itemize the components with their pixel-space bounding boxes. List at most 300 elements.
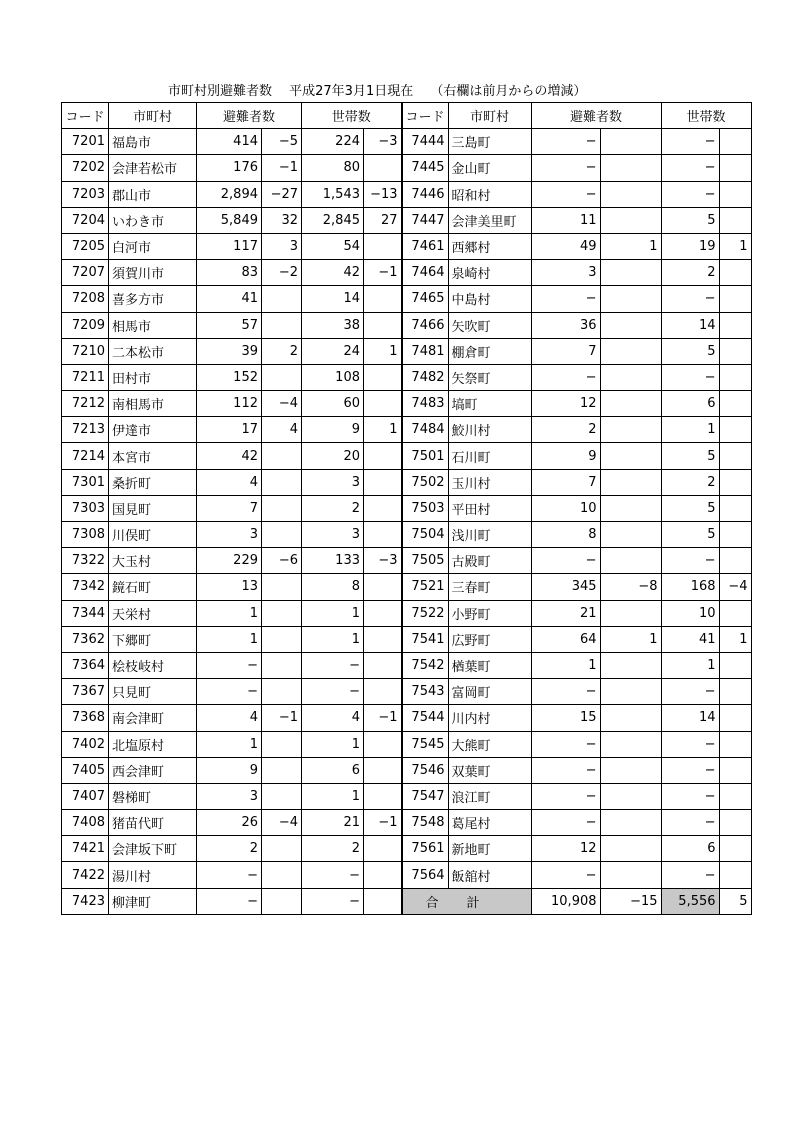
- cell-households-diff: [364, 391, 402, 417]
- cell-evacuees: −: [197, 652, 262, 678]
- cell-evacuees-diff: [600, 129, 661, 155]
- cell-households-diff: 1: [719, 626, 751, 652]
- cell-households: 224: [302, 129, 364, 155]
- cell-households-diff: [719, 155, 751, 181]
- table-row: [62, 155, 752, 181]
- cell-code: 7466: [402, 312, 449, 338]
- cell-households: 20: [302, 443, 364, 469]
- table-row: [62, 129, 752, 155]
- cell-households-diff: [719, 862, 751, 888]
- cell-evacuees-diff: [262, 783, 302, 809]
- cell-code: 7201: [62, 129, 109, 155]
- cell-evacuees-diff: [600, 338, 661, 364]
- cell-code: 7203: [62, 181, 109, 207]
- cell-code: 7561: [402, 836, 449, 862]
- cell-evacuees: 2: [531, 417, 600, 443]
- table-row: [62, 862, 752, 888]
- cell-code: 7541: [402, 626, 449, 652]
- cell-name: 鏡石町: [109, 574, 197, 600]
- cell-name: 国見町: [109, 495, 197, 521]
- cell-households: 2: [661, 469, 719, 495]
- cell-name: 福島市: [109, 129, 197, 155]
- cell-households-diff: [719, 181, 751, 207]
- cell-evacuees: −: [531, 129, 600, 155]
- cell-households: 1: [302, 783, 364, 809]
- cell-households-diff: [719, 705, 751, 731]
- cell-households: 168: [661, 574, 719, 600]
- total-evacuees-diff: −15: [600, 888, 661, 914]
- cell-households: 1: [302, 600, 364, 626]
- cell-name: 須賀川市: [109, 260, 197, 286]
- cell-households-diff: [364, 574, 402, 600]
- cell-code: 7544: [402, 705, 449, 731]
- cell-code: 7204: [62, 207, 109, 233]
- table-row: [62, 469, 752, 495]
- cell-code: 7205: [62, 233, 109, 259]
- cell-households: 2,845: [302, 207, 364, 233]
- cell-households: 42: [302, 260, 364, 286]
- header-evacuees-left: 避難者数: [197, 103, 302, 129]
- cell-evacuees: 2,894: [197, 181, 262, 207]
- cell-households: 1: [661, 417, 719, 443]
- cell-evacuees-diff: −5: [262, 129, 302, 155]
- cell-evacuees: 41: [197, 286, 262, 312]
- cell-evacuees-diff: [600, 783, 661, 809]
- cell-code: 7213: [62, 417, 109, 443]
- cell-households-diff: −13: [364, 181, 402, 207]
- header-row: [62, 103, 752, 129]
- cell-households: −: [302, 679, 364, 705]
- cell-name: 本宮市: [109, 443, 197, 469]
- cell-name: 南会津町: [109, 705, 197, 731]
- cell-evacuees: 11: [531, 207, 600, 233]
- cell-households-diff: [364, 783, 402, 809]
- cell-households-diff: [719, 810, 751, 836]
- cell-name: 白河市: [109, 233, 197, 259]
- cell-households: 6: [661, 836, 719, 862]
- cell-code: 7402: [62, 731, 109, 757]
- cell-evacuees: 15: [531, 705, 600, 731]
- cell-name: 磐梯町: [109, 783, 197, 809]
- cell-evacuees: 7: [531, 469, 600, 495]
- table-row: [62, 757, 752, 783]
- cell-evacuees: 64: [531, 626, 600, 652]
- cell-households-diff: −3: [364, 548, 402, 574]
- cell-households: 24: [302, 338, 364, 364]
- table-row: [62, 443, 752, 469]
- cell-households: 2: [302, 495, 364, 521]
- cell-name: 矢吹町: [448, 312, 531, 338]
- cell-name: 新地町: [448, 836, 531, 862]
- cell-evacuees: 49: [531, 233, 600, 259]
- cell-evacuees-diff: −1: [262, 705, 302, 731]
- cell-households-diff: [364, 286, 402, 312]
- cell-code: 7545: [402, 731, 449, 757]
- cell-households-diff: −4: [719, 574, 751, 600]
- table-row: [62, 364, 752, 390]
- cell-evacuees: 17: [197, 417, 262, 443]
- cell-households-diff: 1: [364, 338, 402, 364]
- cell-code: 7368: [62, 705, 109, 731]
- cell-evacuees: −: [531, 731, 600, 757]
- cell-households: 60: [302, 391, 364, 417]
- cell-households: −: [661, 731, 719, 757]
- table-row: [62, 312, 752, 338]
- cell-name: 大熊町: [448, 731, 531, 757]
- cell-evacuees: −: [531, 810, 600, 836]
- cell-code: 7210: [62, 338, 109, 364]
- cell-name: 北塩原村: [109, 731, 197, 757]
- cell-evacuees: 1: [197, 731, 262, 757]
- cell-evacuees-diff: [600, 443, 661, 469]
- cell-code: 7564: [402, 862, 449, 888]
- table-row: [62, 338, 752, 364]
- cell-evacuees: 2: [197, 836, 262, 862]
- cell-evacuees-diff: [262, 679, 302, 705]
- cell-name: 玉川村: [448, 469, 531, 495]
- cell-code: 7447: [402, 207, 449, 233]
- cell-evacuees-diff: [262, 757, 302, 783]
- cell-households-diff: [364, 233, 402, 259]
- cell-code: 7465: [402, 286, 449, 312]
- cell-name: 富岡町: [448, 679, 531, 705]
- cell-code: 7522: [402, 600, 449, 626]
- table-row: [62, 574, 752, 600]
- table-row: [62, 495, 752, 521]
- cell-households-diff: [364, 155, 402, 181]
- cell-name: 鮫川村: [448, 417, 531, 443]
- cell-code: 7207: [62, 260, 109, 286]
- table-row: [62, 207, 752, 233]
- cell-code: 7367: [62, 679, 109, 705]
- cell-name: 飯舘村: [448, 862, 531, 888]
- cell-code: 7505: [402, 548, 449, 574]
- cell-households-diff: [719, 522, 751, 548]
- cell-households: −: [661, 129, 719, 155]
- cell-households-diff: [364, 443, 402, 469]
- cell-households-diff: [719, 417, 751, 443]
- cell-evacuees-diff: [600, 364, 661, 390]
- cell-name: 川内村: [448, 705, 531, 731]
- cell-evacuees-diff: [600, 286, 661, 312]
- cell-households-diff: [364, 757, 402, 783]
- cell-name: 小野町: [448, 600, 531, 626]
- cell-code: 7446: [402, 181, 449, 207]
- table-row: [62, 600, 752, 626]
- table-row: [62, 679, 752, 705]
- cell-households-diff: [364, 469, 402, 495]
- cell-evacuees-diff: [600, 731, 661, 757]
- cell-evacuees-diff: [600, 207, 661, 233]
- cell-households-diff: [719, 652, 751, 678]
- cell-evacuees: 117: [197, 233, 262, 259]
- cell-households: 14: [661, 705, 719, 731]
- cell-evacuees-diff: [262, 888, 302, 914]
- evacuee-table: [61, 102, 752, 915]
- cell-code: 7422: [62, 862, 109, 888]
- cell-evacuees: 83: [197, 260, 262, 286]
- cell-households-diff: [719, 364, 751, 390]
- cell-evacuees-diff: −8: [600, 574, 661, 600]
- cell-name: 泉崎村: [448, 260, 531, 286]
- cell-evacuees-diff: 2: [262, 338, 302, 364]
- cell-households: 133: [302, 548, 364, 574]
- cell-code: 7503: [402, 495, 449, 521]
- cell-name: いわき市: [109, 207, 197, 233]
- cell-evacuees: 36: [531, 312, 600, 338]
- cell-code: 7543: [402, 679, 449, 705]
- cell-households: 10: [661, 600, 719, 626]
- cell-households-diff: [364, 312, 402, 338]
- cell-households: −: [661, 286, 719, 312]
- cell-evacuees: −: [531, 286, 600, 312]
- cell-evacuees: 4: [197, 705, 262, 731]
- cell-name: 湯川村: [109, 862, 197, 888]
- cell-evacuees-diff: [262, 574, 302, 600]
- cell-name: 矢祭町: [448, 364, 531, 390]
- cell-name: 塙町: [448, 391, 531, 417]
- cell-evacuees: −: [531, 155, 600, 181]
- cell-households: −: [661, 862, 719, 888]
- cell-households: −: [661, 783, 719, 809]
- cell-households-diff: [364, 888, 402, 914]
- cell-code: 7342: [62, 574, 109, 600]
- cell-code: 7423: [62, 888, 109, 914]
- cell-name: 二本松市: [109, 338, 197, 364]
- cell-households-diff: [364, 600, 402, 626]
- cell-evacuees: 176: [197, 155, 262, 181]
- cell-code: 7482: [402, 364, 449, 390]
- cell-households-diff: [719, 836, 751, 862]
- header-households-left: 世帯数: [302, 103, 402, 129]
- cell-households: 4: [302, 705, 364, 731]
- cell-name: 楢葉町: [448, 652, 531, 678]
- cell-name: 天栄村: [109, 600, 197, 626]
- cell-evacuees: −: [531, 757, 600, 783]
- cell-evacuees: 26: [197, 810, 262, 836]
- cell-evacuees: 112: [197, 391, 262, 417]
- cell-evacuees-diff: [600, 757, 661, 783]
- cell-code: 7521: [402, 574, 449, 600]
- cell-households-diff: [719, 391, 751, 417]
- cell-evacuees-diff: [262, 312, 302, 338]
- cell-evacuees: 5,849: [197, 207, 262, 233]
- cell-households: 14: [661, 312, 719, 338]
- total-evacuees: 10,908: [531, 888, 600, 914]
- total-households: 5,556: [661, 888, 719, 914]
- table-row: [62, 626, 752, 652]
- cell-evacuees: 9: [531, 443, 600, 469]
- cell-evacuees-diff: 4: [262, 417, 302, 443]
- cell-code: 7362: [62, 626, 109, 652]
- cell-name: 西郷村: [448, 233, 531, 259]
- cell-households-diff: [719, 679, 751, 705]
- cell-code: 7209: [62, 312, 109, 338]
- cell-households-diff: [719, 757, 751, 783]
- cell-evacuees: 3: [197, 522, 262, 548]
- cell-code: 7481: [402, 338, 449, 364]
- cell-households-diff: −1: [364, 810, 402, 836]
- cell-evacuees-diff: [262, 862, 302, 888]
- cell-code: 7208: [62, 286, 109, 312]
- cell-code: 7211: [62, 364, 109, 390]
- cell-households-diff: −1: [364, 705, 402, 731]
- cell-evacuees: 21: [531, 600, 600, 626]
- cell-evacuees-diff: [600, 312, 661, 338]
- cell-evacuees-diff: [262, 626, 302, 652]
- cell-code: 7548: [402, 810, 449, 836]
- table-row: [62, 417, 752, 443]
- cell-name: 平田村: [448, 495, 531, 521]
- cell-evacuees-diff: 1: [600, 626, 661, 652]
- cell-households-diff: [719, 286, 751, 312]
- cell-households: 19: [661, 233, 719, 259]
- cell-evacuees-diff: 3: [262, 233, 302, 259]
- cell-code: 7214: [62, 443, 109, 469]
- cell-code: 7407: [62, 783, 109, 809]
- cell-households: 8: [302, 574, 364, 600]
- cell-evacuees-diff: [600, 705, 661, 731]
- cell-name: 喜多方市: [109, 286, 197, 312]
- cell-households: 80: [302, 155, 364, 181]
- cell-households-diff: 27: [364, 207, 402, 233]
- cell-households-diff: [364, 731, 402, 757]
- cell-code: 7483: [402, 391, 449, 417]
- cell-households: −: [302, 862, 364, 888]
- table-row: [62, 391, 752, 417]
- cell-evacuees-diff: [262, 443, 302, 469]
- cell-code: 7322: [62, 548, 109, 574]
- cell-evacuees-diff: −6: [262, 548, 302, 574]
- cell-evacuees: −: [531, 862, 600, 888]
- table-row: [62, 522, 752, 548]
- cell-evacuees: 8: [531, 522, 600, 548]
- table-row: [62, 783, 752, 809]
- cell-code: 7301: [62, 469, 109, 495]
- cell-evacuees: −: [531, 181, 600, 207]
- cell-households: 5: [661, 522, 719, 548]
- cell-evacuees-diff: [600, 862, 661, 888]
- table-row: [62, 731, 752, 757]
- cell-households-diff: [364, 862, 402, 888]
- cell-evacuees: 13: [197, 574, 262, 600]
- cell-households-diff: [719, 129, 751, 155]
- cell-households-diff: [364, 495, 402, 521]
- cell-evacuees-diff: [600, 836, 661, 862]
- cell-evacuees-diff: [600, 391, 661, 417]
- cell-evacuees-diff: −1: [262, 155, 302, 181]
- cell-households: −: [302, 888, 364, 914]
- cell-code: 7303: [62, 495, 109, 521]
- cell-name: 只見町: [109, 679, 197, 705]
- cell-evacuees: 12: [531, 836, 600, 862]
- cell-households: 38: [302, 312, 364, 338]
- cell-code: 7444: [402, 129, 449, 155]
- cell-name: 会津美里町: [448, 207, 531, 233]
- cell-households-diff: [719, 260, 751, 286]
- cell-households-diff: [719, 783, 751, 809]
- cell-households-diff: [719, 600, 751, 626]
- cell-households: −: [661, 679, 719, 705]
- cell-evacuees-diff: [600, 155, 661, 181]
- cell-households: 5: [661, 207, 719, 233]
- cell-name: 大玉村: [109, 548, 197, 574]
- cell-evacuees-diff: [600, 522, 661, 548]
- cell-name: 桑折町: [109, 469, 197, 495]
- cell-evacuees-diff: 32: [262, 207, 302, 233]
- cell-households-diff: −3: [364, 129, 402, 155]
- cell-households-diff: [719, 495, 751, 521]
- cell-name: 会津若松市: [109, 155, 197, 181]
- table-row: [62, 233, 752, 259]
- page-title: 市町村別避難者数 平成27年3月1日現在 （右欄は前月からの増減）: [168, 84, 587, 99]
- cell-code: 7464: [402, 260, 449, 286]
- cell-evacuees: 1: [531, 652, 600, 678]
- cell-evacuees-diff: −2: [262, 260, 302, 286]
- cell-households: 5: [661, 495, 719, 521]
- header-name-right: 市町村: [448, 103, 531, 129]
- table-row: [62, 548, 752, 574]
- cell-evacuees-diff: [600, 495, 661, 521]
- cell-households-diff: [364, 652, 402, 678]
- cell-households-diff: [364, 836, 402, 862]
- cell-code: 7344: [62, 600, 109, 626]
- table-row: [62, 705, 752, 731]
- cell-evacuees-diff: [600, 417, 661, 443]
- table-row: [62, 836, 752, 862]
- cell-evacuees: 345: [531, 574, 600, 600]
- cell-name: 桧枝岐村: [109, 652, 197, 678]
- cell-evacuees: 414: [197, 129, 262, 155]
- cell-households: 2: [661, 260, 719, 286]
- cell-code: 7405: [62, 757, 109, 783]
- cell-households-diff: [364, 522, 402, 548]
- cell-households: 41: [661, 626, 719, 652]
- header-name-left: 市町村: [109, 103, 197, 129]
- cell-evacuees: 42: [197, 443, 262, 469]
- cell-households: −: [661, 364, 719, 390]
- cell-evacuees: −: [531, 364, 600, 390]
- cell-code: 7501: [402, 443, 449, 469]
- cell-households: −: [661, 810, 719, 836]
- cell-households-diff: [719, 338, 751, 364]
- cell-evacuees: −: [197, 888, 262, 914]
- cell-evacuees-diff: [262, 469, 302, 495]
- table-row: [62, 810, 752, 836]
- cell-households: 1: [302, 731, 364, 757]
- cell-name: 昭和村: [448, 181, 531, 207]
- cell-evacuees: 12: [531, 391, 600, 417]
- cell-evacuees: −: [197, 862, 262, 888]
- cell-code: 7484: [402, 417, 449, 443]
- cell-name: 南相馬市: [109, 391, 197, 417]
- cell-evacuees: 10: [531, 495, 600, 521]
- cell-households: 54: [302, 233, 364, 259]
- total-label: 合計: [402, 888, 532, 914]
- cell-code: 7308: [62, 522, 109, 548]
- cell-evacuees: −: [197, 679, 262, 705]
- cell-name: 下郷町: [109, 626, 197, 652]
- cell-name: 猪苗代町: [109, 810, 197, 836]
- cell-evacuees: −: [531, 548, 600, 574]
- cell-name: 伊達市: [109, 417, 197, 443]
- cell-name: 浪江町: [448, 783, 531, 809]
- table-row: [62, 260, 752, 286]
- cell-evacuees-diff: [600, 810, 661, 836]
- cell-code: 7202: [62, 155, 109, 181]
- cell-code: 7546: [402, 757, 449, 783]
- table-row: [62, 286, 752, 312]
